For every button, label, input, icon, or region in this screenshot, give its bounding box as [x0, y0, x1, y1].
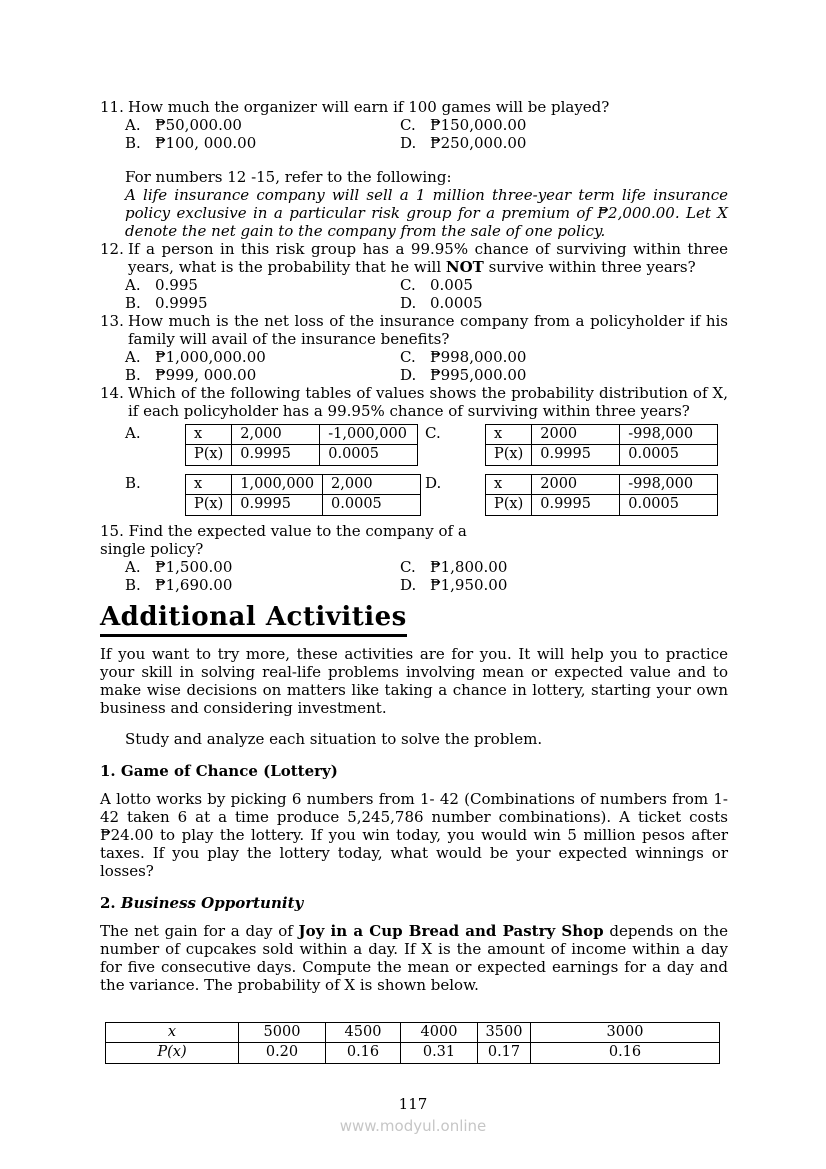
option-label: A.: [125, 276, 141, 294]
option-b: [125, 134, 400, 152]
option-label: D.: [400, 575, 417, 594]
option-c: [400, 348, 728, 366]
option-value: ₱999, 000.00: [155, 366, 257, 384]
table-cell: 2000: [532, 474, 620, 494]
option-label: A.: [125, 557, 141, 576]
table-cell: x: [186, 425, 232, 445]
option-value: ₱1,950.00: [430, 575, 508, 594]
table-cell: -998,000: [620, 425, 718, 445]
table-cell: -998,000: [620, 474, 718, 494]
section-heading-additional-activities: Additional Activities: [100, 602, 407, 637]
q14-option-c: [425, 424, 728, 466]
option-value: ₱1,800.00: [430, 557, 508, 576]
table-cell: 0.16: [531, 1043, 720, 1063]
question-text: [100, 522, 495, 558]
option-label: B.: [125, 134, 141, 152]
activity-2-shop-name: Joy in a Cup Bread and Pastry Shop: [298, 921, 604, 940]
reference-note-body: A life insurance company will sell a 1 million three-year term life insurance policy exclusive in a particular risk group for a premium of ₱2,000.00. Let X denote the net gain to the company from the sale of one policy.: [125, 186, 728, 240]
option-label: B.: [125, 366, 141, 384]
table-cell: P(x): [186, 445, 232, 465]
option-b: [125, 294, 400, 312]
option-label: D.: [400, 294, 417, 312]
question-11: [100, 98, 728, 152]
option-label: C.: [400, 348, 416, 366]
intro-paragraph: If you want to try more, these activities are for you. It will help you to practice your skill in solving real-life problems involving mean or expected value and to make wise decisions on matters like taking a chance in lottery, starting your own business and considering investment.: [100, 644, 728, 717]
option-value: ₱150,000.00: [430, 116, 527, 134]
table-cell: 0.0005: [620, 495, 718, 515]
option-label: B.: [125, 575, 141, 594]
table-cell: x: [186, 474, 232, 494]
table-cell: 0.16: [326, 1043, 401, 1063]
option-value: 0.005: [430, 276, 473, 294]
option-value: ₱50,000.00: [155, 116, 242, 134]
question-12: [100, 240, 728, 312]
q14-table-c: [485, 424, 718, 466]
activity-1-title: 1. Game of Chance (Lottery): [100, 761, 338, 780]
option-d: [400, 134, 728, 152]
option-label: A.: [125, 348, 141, 366]
table-cell: 0.20: [239, 1043, 326, 1063]
option-value: 0.995: [155, 276, 198, 294]
table-cell: 0.31: [401, 1043, 478, 1063]
options-grid: [100, 348, 728, 384]
option-label: A.: [125, 424, 141, 442]
question-number: 14.: [100, 384, 124, 402]
options-grid: [100, 558, 728, 594]
table-cell: 0.0005: [320, 445, 418, 465]
question-text: How much is the net loss of the insurance company from a policyholder if his family will avail of the insurance benefits?: [128, 312, 728, 348]
options-grid: [100, 276, 728, 312]
question-13: [100, 312, 728, 384]
option-d: [400, 294, 728, 312]
options-grid: [100, 116, 728, 152]
table-cell: 0.9995: [232, 495, 323, 515]
table-cell: 0.9995: [532, 495, 620, 515]
table-cell: x: [486, 425, 532, 445]
instruction-paragraph: Study and analyze each situation to solve the problem.: [125, 729, 543, 748]
table-cell: 1,000,000: [232, 474, 323, 494]
site-watermark: www.modyul.online: [339, 1117, 487, 1135]
option-label: A.: [125, 116, 141, 134]
table-header-px: P(x): [106, 1043, 239, 1063]
question-number: 13.: [100, 312, 124, 330]
q14-option-a: [125, 424, 425, 466]
table-cell: 4500: [326, 1022, 401, 1042]
option-d: [400, 366, 728, 384]
page-content: [100, 98, 728, 1064]
table-cell: P(x): [486, 495, 532, 515]
activity-2-number: 2.: [100, 893, 121, 912]
option-label: C.: [400, 276, 416, 294]
table-cell: 0.9995: [232, 445, 320, 465]
table-cell: -1,000,000: [320, 425, 418, 445]
option-b: [125, 576, 400, 594]
table-header-x: x: [106, 1022, 239, 1042]
option-label: B.: [125, 294, 141, 312]
option-value: ₱1,000,000.00: [155, 348, 266, 366]
q14-tables-grid: [100, 424, 728, 516]
option-d: [400, 576, 728, 594]
table-cell: 4000: [401, 1022, 478, 1042]
q14-option-b: [125, 474, 425, 516]
table-cell: 2000: [532, 425, 620, 445]
question-14: [100, 384, 728, 516]
probability-table: [105, 1022, 720, 1064]
table-cell: 2,000: [232, 425, 320, 445]
q14-table-b: [185, 474, 421, 516]
option-value: ₱100, 000.00: [155, 134, 257, 152]
question-number: 12.: [100, 240, 124, 258]
question-text-pre: If a person in this risk group has a 99.95% chance of surviving within three years, what is the probability that he will: [128, 240, 728, 276]
option-value: ₱1,500.00: [155, 557, 233, 576]
question-number: 11.: [100, 98, 124, 116]
table-cell: 0.17: [478, 1043, 531, 1063]
activity-2-title: [100, 894, 728, 912]
option-a: [125, 348, 400, 366]
option-b: [125, 366, 400, 384]
option-c: [400, 558, 728, 576]
table-cell: 0.9995: [532, 445, 620, 465]
question-text: Which of the following tables of values shows the probability distribution of X, if each policyholder has a 99.95% chance of surviving within three years?: [128, 384, 728, 420]
activity-2-body: [100, 922, 728, 994]
activity-2-title-text: Business Opportunity: [120, 893, 304, 912]
option-label: D.: [400, 134, 417, 152]
q14-option-d: [425, 474, 728, 516]
question-15: [100, 522, 728, 594]
q14-table-d: [485, 474, 718, 516]
option-label: C.: [400, 557, 416, 576]
table-cell: x: [486, 474, 532, 494]
option-value: 0.9995: [155, 294, 208, 312]
activity-2-post: depends on the number of cupcakes sold within a day. If X is the amount of income within a day for five consecutive days. Compute the mean or expected earnings for a day and the variance. The probability of X is shown below.: [100, 921, 728, 994]
question-text-bold: NOT: [445, 258, 484, 276]
option-a: [125, 116, 400, 134]
option-label: D.: [400, 366, 417, 384]
option-label: D.: [425, 473, 442, 492]
table-cell: P(x): [186, 495, 232, 515]
table-cell: 5000: [239, 1022, 326, 1042]
reference-note: [100, 168, 728, 240]
question-text: [128, 240, 728, 276]
table-cell: 0.0005: [620, 445, 718, 465]
table-cell: 3500: [478, 1022, 531, 1042]
option-value: ₱995,000.00: [430, 366, 527, 384]
option-label: C.: [400, 116, 416, 134]
option-a: [125, 558, 400, 576]
question-number: 15.: [100, 521, 124, 540]
table-cell: P(x): [486, 445, 532, 465]
option-a: [125, 276, 400, 294]
option-c: [400, 116, 728, 134]
question-text-post: survive within three years?: [483, 258, 696, 276]
option-value: 0.0005: [430, 294, 483, 312]
activity-2-pre: The net gain for a day of: [100, 921, 299, 940]
option-label: B.: [125, 473, 141, 492]
option-value: ₱1,690.00: [155, 575, 233, 594]
q14-table-a: [185, 424, 418, 466]
option-label: C.: [425, 424, 441, 442]
option-value: ₱250,000.00: [430, 134, 527, 152]
table-cell: 3000: [531, 1022, 720, 1042]
activity-1-body: A lotto works by picking 6 numbers from 1- 42 (Combinations of numbers from 1-42 taken 6 at a time produce 5,245,786 number combinations). A ticket costs ₱24.00 to play the lottery. If you win today, you would win 5 million pesos after taxes. If you play the lottery today, what would be your expected winnings or losses?: [100, 789, 728, 880]
question-text-body: Find the expected value to the company of a single policy?: [100, 521, 467, 558]
table-cell: 0.0005: [323, 495, 421, 515]
table-cell: 2,000: [323, 474, 421, 494]
option-value: ₱998,000.00: [430, 348, 527, 366]
option-c: [400, 276, 728, 294]
page-number: 117: [398, 1095, 428, 1113]
question-text: How much the organizer will earn if 100 games will be played?: [128, 98, 610, 116]
reference-note-intro: For numbers 12 -15, refer to the following:: [125, 168, 452, 186]
